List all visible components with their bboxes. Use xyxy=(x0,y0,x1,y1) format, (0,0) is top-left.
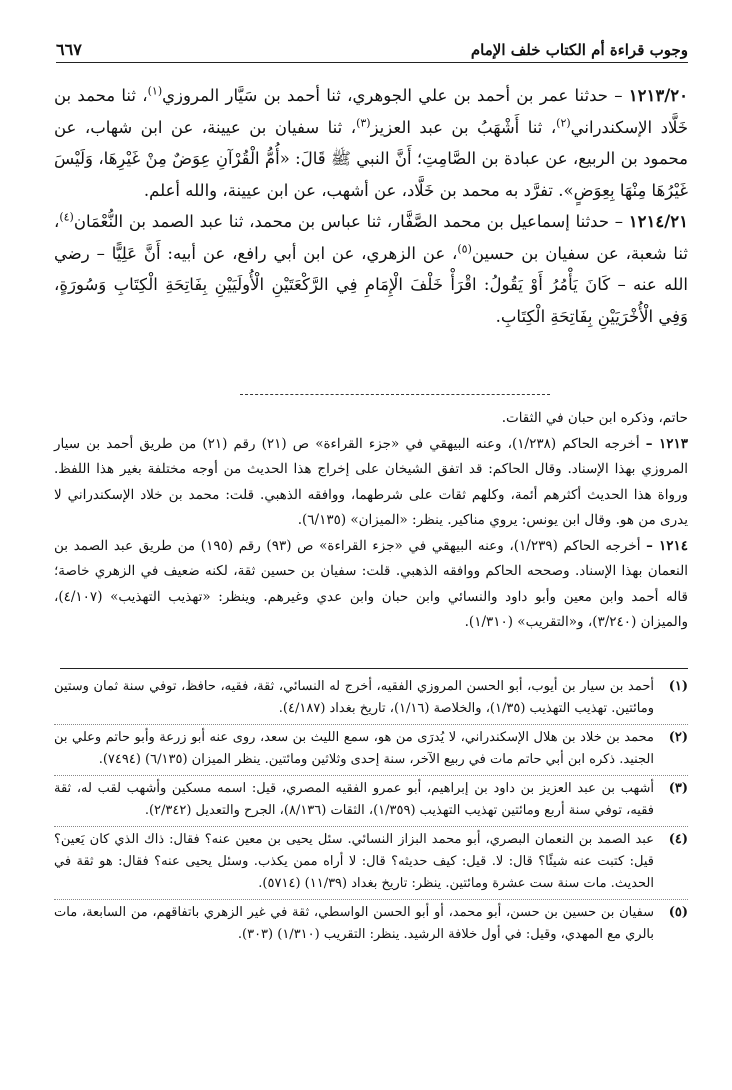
footnote-text: أشهب بن عبد العزيز بن داود بن إبراهيم، أبو عمرو الفقيه المصري، قيل: اسمه مسكين وأشهب لقب له، ثقة فقيه، توفي سنة أربع ومائتين تهذيب التهذيب (١/٣٥٩)، الثقات (٨/١٣٦)، الجرح والتعديل (٢/٣٤٢). xyxy=(54,781,654,818)
hadith-text: ، ثنا شعبة، عن سفيان بن حسين xyxy=(54,212,689,263)
running-title: وجوب قراءة أم الكتاب خلف الإمام xyxy=(470,41,688,59)
page-number: ٦٦٧ xyxy=(56,40,82,59)
footnote-item xyxy=(54,727,688,776)
footnote-rule xyxy=(60,668,688,669)
footnote-text: محمد بن خلاد بن هلال الإسكندراني، لا يُدرَى من هو، سمع الليث بن سعد، روى عنه أبو زرعة وأبو حاتم وعلي بن الجنيد. ذكره ابن أبي حاتم مات في ربيع الآخر، سنة إحدى وثلاثين ومائتين. ينظر الميزان (٦/١٣٥) (٧٤٩٤). xyxy=(54,730,654,767)
takhrij-notes xyxy=(54,406,688,636)
hadith-text: ، ثنا محمد بن خَلَّاد الإسكندراني xyxy=(54,86,689,137)
footnote-label: (١) xyxy=(668,679,688,694)
note-number: ١٢١٤ – xyxy=(646,537,688,554)
dashed-separator xyxy=(240,394,550,395)
footnote-ref[interactable]: (٥) xyxy=(457,242,472,255)
note-1213 xyxy=(54,432,688,534)
footnote-ref[interactable]: (٤) xyxy=(59,210,74,224)
note-text: أخرجه الحاكم (١/٢٣٩)، وعنه البيهقي في «جزء القراءة» ص (٩٣) رقم (١٩٥) من طريق عبد الصمد بن النعمان بهذا الإسناد. وصححه الحاكم ووافقه الذهبي. قلت: سفيان بن حسين ثقة، لكنه ضعيف في الزهري خاصة؛ قاله أحمد وابن معين وأبو داود والنسائي وابن حبان وابن عدي وغيرهم. وينظر: «تهذيب التهذيب» (٤/١٠٧)، والميزان (٣/٢٤٠)، و«التقريب» (١/٣١٠). xyxy=(54,537,688,630)
page-header xyxy=(56,34,688,63)
note-text: أخرجه الحاكم (١/٢٣٨)، وعنه البيهقي في «جزء القراءة» ص (٢١) رقم (٢١) من طريق أحمد بن سيار المروزي بهذا الإسناد. وقال الحاكم: قد اتفق الشيخان على إخراج هذا الحديث من أوجه مختلفة بغير هذا اللفظ. ورواة هذا الحديث أكثرهم أئمة، وكلهم ثقات على شرطهما، ووافقه الذهبي. قلت: محمد بن خلاد الإسكندراني لا يدرى من هو. وقال ابن يونس: يروي مناكير. ينظر: «الميزان» (٦/١٣٥). xyxy=(54,435,689,528)
footnote-label: (٤) xyxy=(668,832,688,847)
hadith-number: ١٢١٤/٢١ xyxy=(628,212,688,231)
footnote-text: سفيان بن حسين بن حسن، أبو محمد، أو أبو الحسن الواسطي، ثقة في غير الزهري باتفاقهم، من السابعة، مات بالري مع المهدي، وقيل: في أول خلافة الرشيد. ينظر: التقريب (١/٣١٠) (٣٠٣). xyxy=(54,905,654,942)
footnote-label: (٢) xyxy=(668,730,688,745)
hadith-text: – حدثنا عمر بن أحمد بن علي الجوهري، ثنا أحمد بن سَيَّار المروزي xyxy=(162,86,623,105)
footnote-ref[interactable]: (٢) xyxy=(556,116,571,129)
hadith-text: ، عن الزهري، عن ابن أبي رافع، عن أبيه: أَنَّ عَلِيًّا – رضي الله عنه – كَانَ يَأْمُرُ أَوْ يَقُولُ: اقْرَأْ خَلْفَ الْإِمَامِ فِي الرَّكْعَتَيْنِ الْأُولَيَيْنِ بِفَاتِحَةِ الْكِتَابِ وَسُورَةٍ، وَفِي الْأُخْرَيَيْنِ بِفَاتِحَةِ الْكِتَابِ. xyxy=(54,243,688,326)
hadith-text: ، ثنا أَشْهَبُ بن عبد العزيز xyxy=(370,117,557,137)
footnote-label: (٣) xyxy=(668,781,688,796)
footnotes xyxy=(54,676,688,952)
footnote-ref[interactable]: (٣) xyxy=(356,116,371,129)
hadith-1213 xyxy=(54,80,688,206)
footnote-item xyxy=(54,676,688,725)
hadith-text: ، ثنا سفيان بن عيينة، عن ابن شهاب، عن محمود بن الربيع، عن عبادة بن الصَّامِتِ؛ أَنَّ النبي ﷺ قَالَ: «أُمُّ الْقُرْآنِ عِوَضٌ مِنْ غَيْرِهَا، وَلَيْسَ غَيْرُهَا مِنْهَا بِعِوَضٍ». تفرَّد به محمد بن خَلَّاد، عن أشهب، عن ابن عيينة، والله أعلم. xyxy=(54,117,688,200)
footnote-label: (٥) xyxy=(668,905,688,920)
main-text xyxy=(54,80,688,332)
footnote-text: أحمد بن سيار بن أيوب، أبو الحسن المروزي الفقيه، أخرج له النسائي، ثقة، فقيه، حافظ، توفي سنة ثمان وستين ومائتين. تهذيب التهذيب (١/٣٥)، والخلاصة (١/١٦)، تاريخ بغداد (٤/١٨٧). xyxy=(54,679,654,716)
notes-intro: حاتم، وذكره ابن حبان في الثقات. xyxy=(501,410,688,426)
hadith-text: – حدثنا إسماعيل بن محمد الصَّفَّار، ثنا عباس بن محمد، ثنا عبد الصمد بن النُّعْمَان xyxy=(73,212,624,231)
footnote-item xyxy=(54,778,688,827)
footnote-item xyxy=(54,829,688,900)
footnote-text: عبد الصمد بن النعمان البصري، أبو محمد البزاز النسائي. سئل يحيى بن معين عنه؟ فقال: ذاك الذي كان يَعين؟ قيل: كتبت عنه شيئًا؟ قال: لا. قيل: كيف حديثه؟ قال: لا أراه ممن يكذب. وسئل يحيى عنه؟ فقال: هو ثقة في الحديث. مات سنة ست عشرة ومائتين. ينظر: تاريخ بغداد (١١/٣٩) (٥٧١٤). xyxy=(54,832,654,891)
note-1214 xyxy=(54,534,688,636)
note-number: ١٢١٣ – xyxy=(645,435,688,452)
footnote-item xyxy=(54,902,688,950)
hadith-1214 xyxy=(54,206,688,332)
hadith-number: ١٢١٣/٢٠ xyxy=(628,86,688,105)
footnote-ref[interactable]: (١) xyxy=(147,84,163,98)
